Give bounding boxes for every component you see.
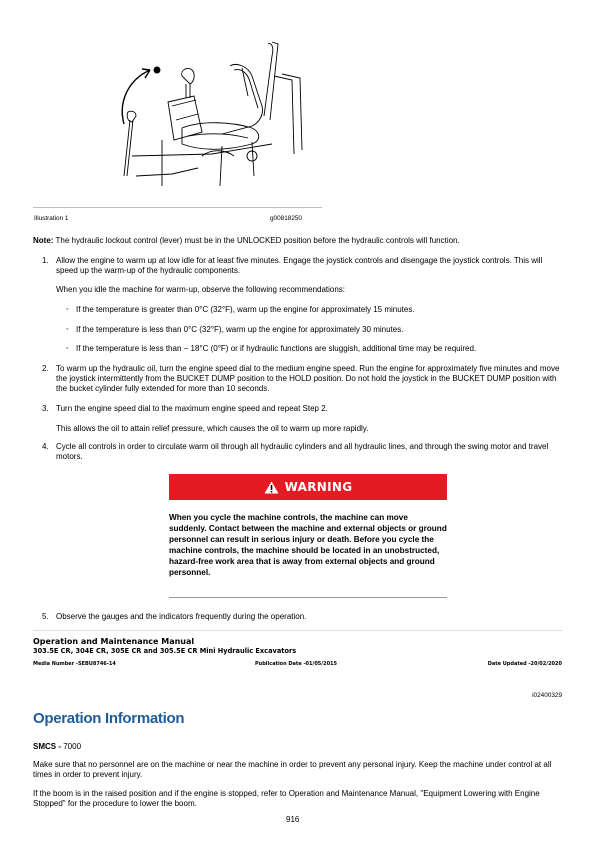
footer-media: Media Number -SEBU8746-14 (33, 661, 116, 667)
step-5 (42, 612, 564, 622)
bullet-icon: ◦ (66, 345, 69, 352)
bullet-text: If the temperature is greater than 0°C (32°F), warm up the engine for approximately 15 minutes. (76, 305, 415, 314)
bullet-item (66, 325, 566, 335)
illustration-code: g00818250 (270, 215, 302, 222)
bullet-item (66, 344, 566, 354)
note-label: Note: (33, 236, 54, 245)
smcs-label: SMCS - (33, 742, 64, 751)
step3-note: This allows the oil to attain relief pressure, which causes the oil to warm up more rapidly. (56, 424, 369, 433)
footer-updated: Date Updated -20/02/2020 (487, 661, 562, 667)
step-text: Turn the engine speed dial to the maximum engine speed and repeat Step 2. (56, 404, 328, 413)
step-number: 4. (42, 442, 49, 451)
warning-title: WARNING (284, 480, 353, 494)
warning-banner (169, 474, 447, 500)
joystick-lever-illustration (102, 36, 312, 196)
section-id: i02400329 (532, 692, 562, 699)
note-text: The hydraulic lockout control (lever) must be in the UNLOCKED position before the hydraulic controls will function. (53, 236, 460, 245)
smcs-value: 7000 (63, 742, 82, 751)
step-text: To warm up the hydraulic oil, turn the engine speed dial to the medium engine speed. Run the engine for approximately five minutes and move the joystick intermittently from the BUCKET DUMP position to the HOLD position. Do not hold the joystick in the BUCKET DUMP position with the bucket cylinder fully extended for more than 10 seconds. (56, 364, 560, 393)
step-1 (42, 256, 564, 276)
section-para-1: Make sure that no personnel are on the machine or near the machine in order to prevent any personal injury. Keep the machine under control at all times in order to prevent injury. (33, 760, 552, 779)
step-4 (42, 442, 564, 462)
illustration (102, 36, 312, 196)
section-title: Operation Information (33, 710, 185, 727)
bullet-icon: ◦ (66, 306, 69, 313)
page-number: 916 (286, 815, 300, 824)
footer-manual: Operation and Maintenance Manual (33, 637, 195, 646)
step-number: 1. (42, 256, 49, 265)
illustration-divider (33, 207, 322, 208)
bullet-text: If the temperature is less than 0°C (32°F), warm up the engine for approximately 30 minutes. (76, 325, 404, 334)
step-number: 3. (42, 404, 49, 413)
warning-text: When you cycle the machine controls, the machine can move suddenly. Contact between the machine and external objects or ground personnel can result in serious injury or death. Before you cycle the machine controls, the machine should be located in an unobstructed, hazard-free work area that is away from external objects and ground personnel. (169, 513, 447, 577)
step-number: 2. (42, 364, 49, 373)
warning-icon (264, 481, 279, 494)
bullet-item (66, 305, 566, 315)
footer-publication: Publication Date -01/05/2015 (255, 661, 338, 667)
footer-models: 303.5E CR, 304E CR, 305E CR and 305.5E CR Mini Hydraulic Excavators (33, 647, 297, 655)
step-3 (42, 404, 564, 414)
section-para-2: If the boom is in the raised position and if the engine is stopped, refer to Operation and Maintenance Manual, "Equipment Lowering with Engine Stopped" for the procedure to lower the boom. (33, 789, 540, 808)
bullet-icon: ◦ (66, 326, 69, 333)
step-2 (42, 364, 564, 394)
smcs (33, 742, 81, 752)
step-text: Allow the engine to warm up at low idle for at least five minutes. Engage the joystick controls and disengage the joystick controls. This will speed up the warm-up of the hydraulic components. (56, 256, 543, 275)
warning-divider (169, 597, 447, 598)
bullet-text: If the temperature is less than − 18°C (0°F) or if hydraulic functions are sluggish, additional time may be required. (76, 344, 477, 353)
illustration-caption: Illustration 1 (34, 215, 69, 222)
note (33, 236, 568, 246)
footer-divider (33, 630, 562, 631)
step-number: 5. (42, 612, 49, 621)
step-text: Observe the gauges and the indicators frequently during the operation. (56, 612, 307, 621)
warmup-intro: When you idle the machine for warm-up, observe the following recommendations: (56, 285, 346, 294)
step-text: Cycle all controls in order to circulate warm oil through all hydraulic cylinders and all hydraulic lines, and through the swing motor and travel motors. (56, 442, 549, 461)
